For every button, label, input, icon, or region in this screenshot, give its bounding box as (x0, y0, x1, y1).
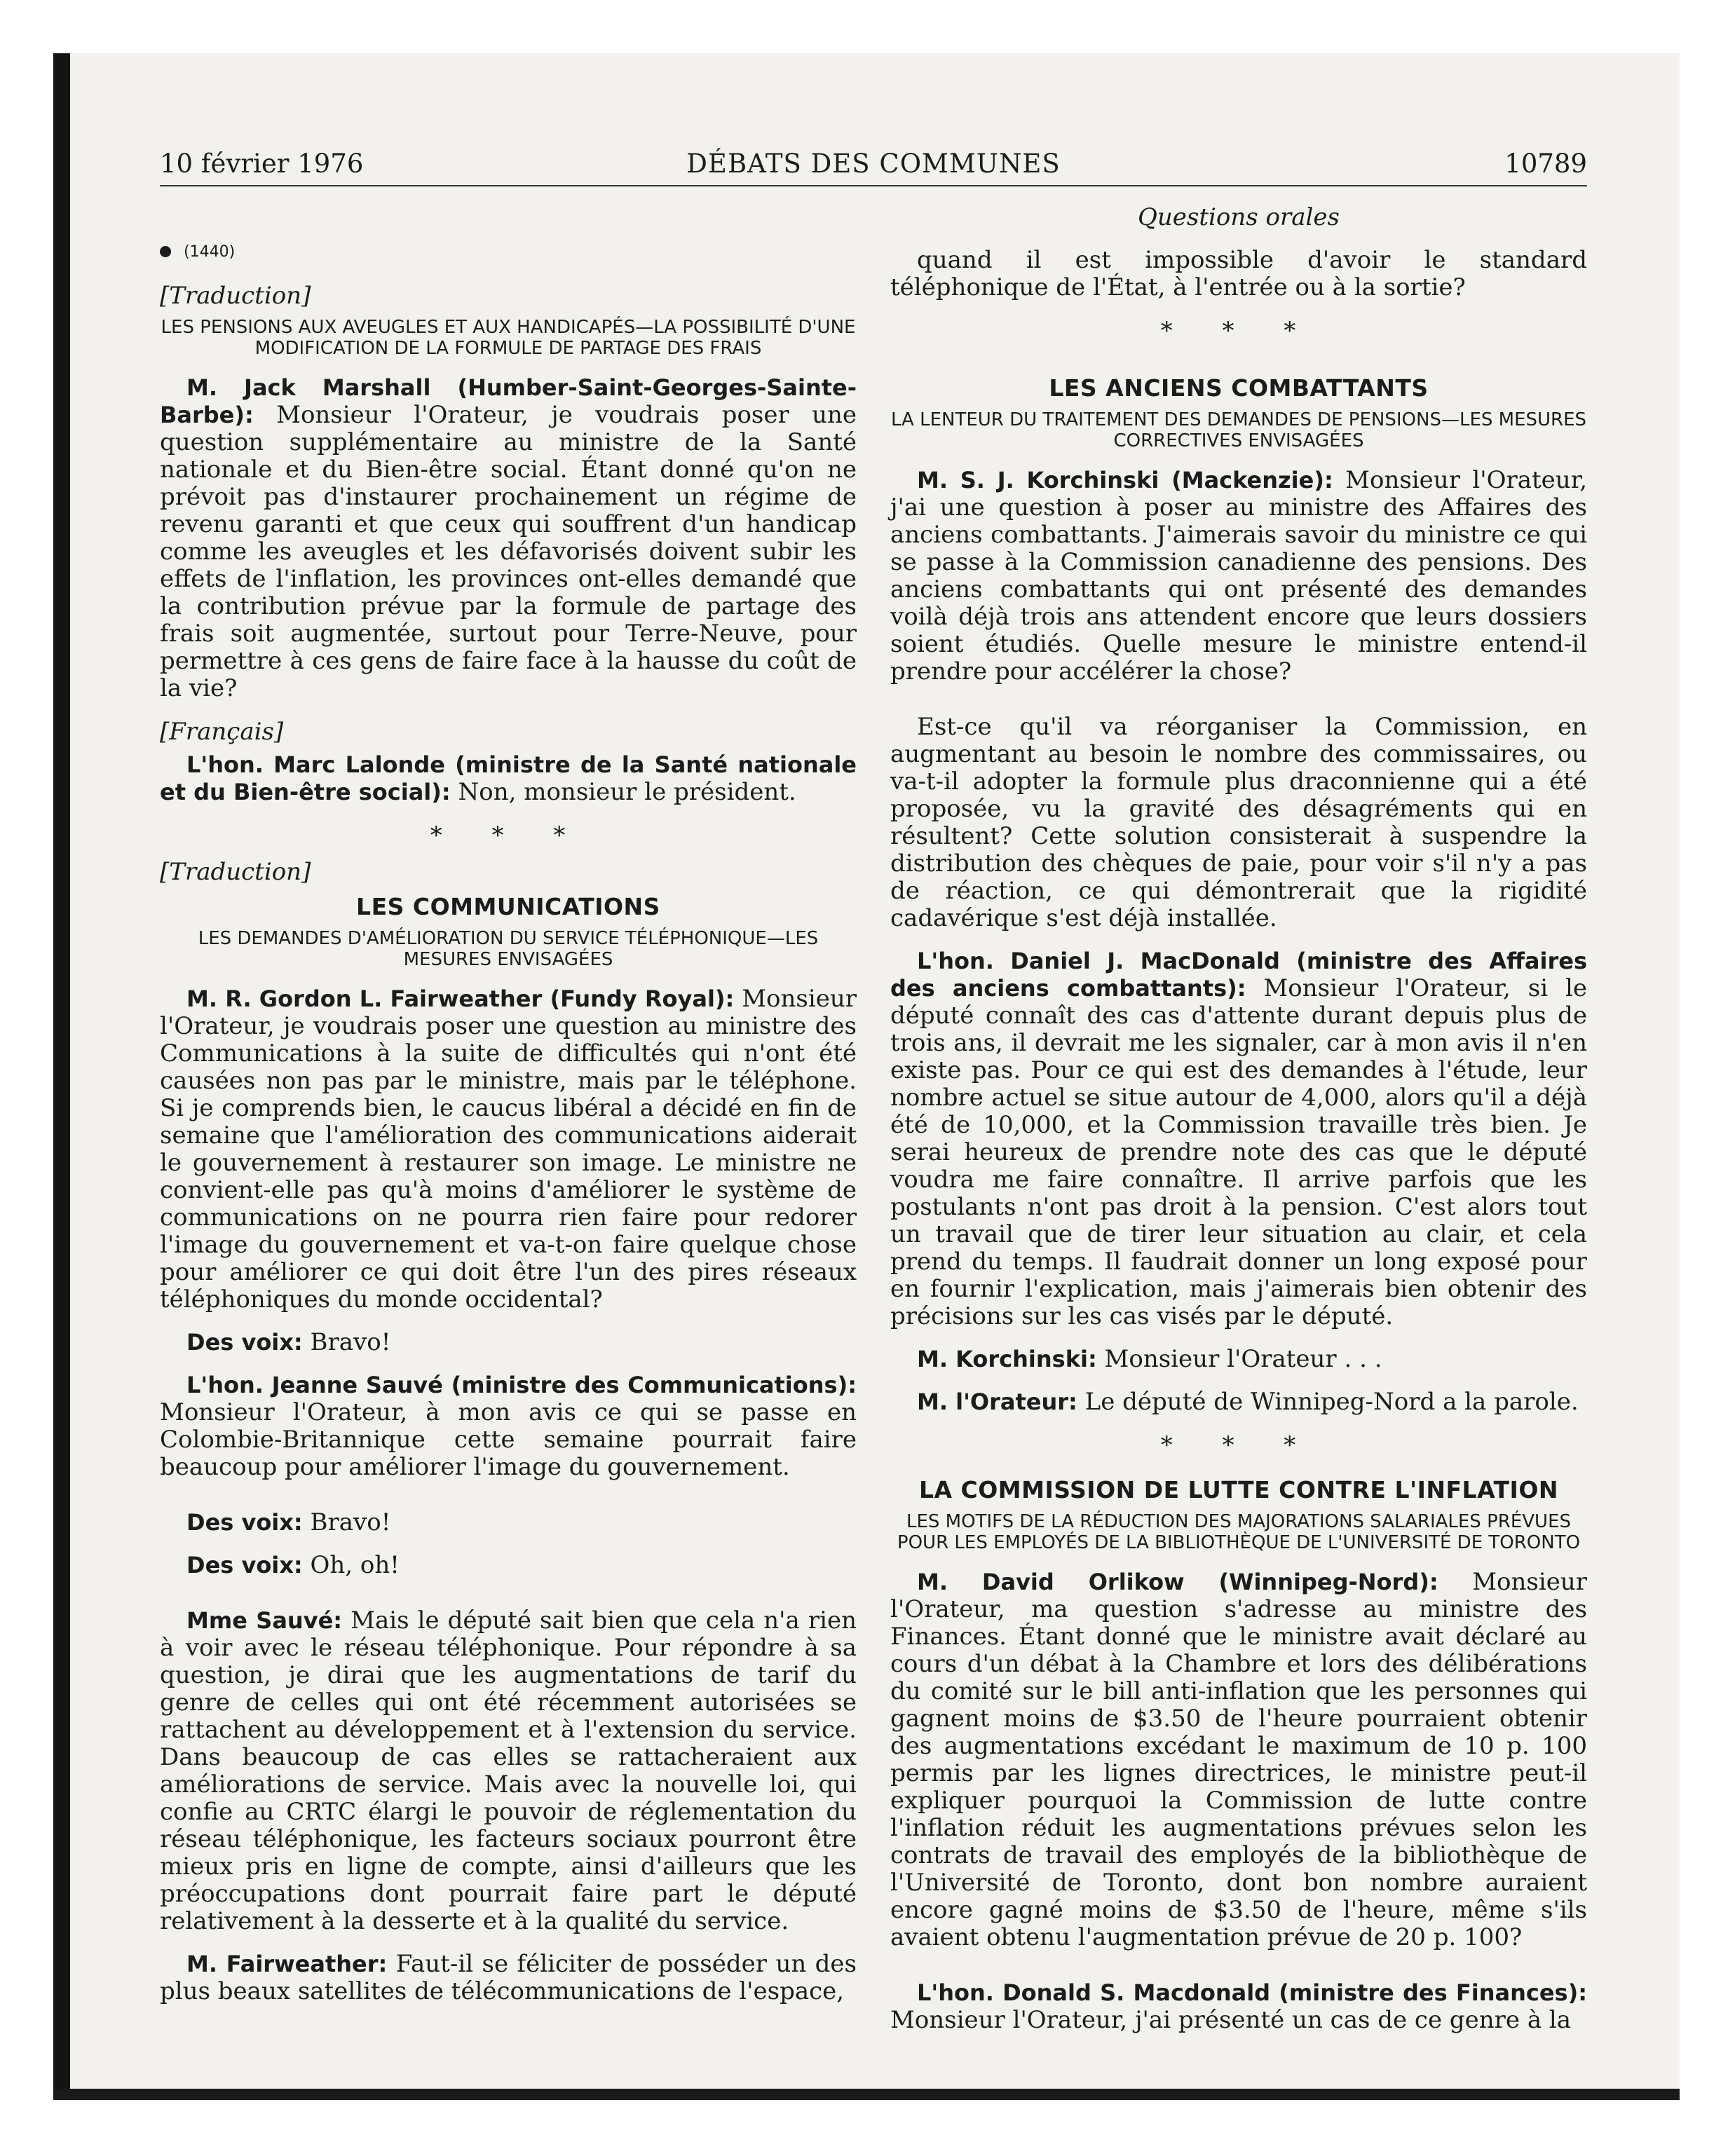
section-title: LES COMMUNICATIONS (356, 893, 660, 920)
speech-paragraph (890, 1979, 1587, 2034)
speech-text: Monsieur l'Orateur, ma question s'adresse au ministre des Finances. Étant donné que le ministre avait déclaré au cours d'un débat à la Chambre et lors des délibérations du comité sur le bill anti-inflation que les personnes qui gagnent moins de $3.50 de l'heure pourraient obtenir des augmentations excédant le maximum de 10 p. 100 permis par les lignes directrices, le ministre peut-il expliquer pourquoi la Commission de lutte contre l'inflation réduit les augmentations prévues selon les contrats de travail des employés de la bibliothèque de l'Université de Toronto, dont bon nombre auraient encore gagné moins de $3.50 de l'heure, même s'ils avaient obtenu l'augmentation prévue de 20 p. 100? (890, 1568, 1587, 1951)
speech-paragraph (890, 1346, 1587, 1373)
speech-text: Monsieur l'Orateur, à mon avis ce qui se passe en Colombie-Britannique cette semaine pourrait faire beaucoup pour améliorer l'image du gouvernement. (160, 1398, 857, 1481)
section-heading: LA LENTEUR DU TRAITEMENT DES DEMANDES DE PENSIONS—LES MESURES CORRECTIVES ENVISAGÉES (890, 409, 1587, 451)
speaker-name: M. Fairweather: (186, 1951, 388, 1977)
section-separator: * * * (1160, 317, 1317, 345)
speaker-name: Des voix: (186, 1329, 303, 1356)
speech-paragraph (890, 247, 1587, 301)
speaker-name: L'hon. Daniel J. MacDonald (ministre des Affaires des anciens combattants): (890, 948, 1587, 1002)
speech-paragraph (160, 1329, 857, 1356)
language-note: [Traduction] (160, 858, 311, 886)
header-title: DÉBATS DES COMMUNES (686, 149, 1061, 179)
speech-paragraph (890, 1569, 1587, 1951)
speaker-name: Des voix: (186, 1552, 303, 1578)
speech-text: Oh, oh! (302, 1551, 400, 1579)
speech-text: Bravo! (302, 1508, 391, 1536)
speaker-name: M. S. J. Korchinski (Mackenzie): (917, 467, 1333, 493)
speech-paragraph (890, 948, 1587, 1330)
speech-text: Le député de Winnipeg-Nord a la parole. (1077, 1388, 1579, 1416)
scan-border-bottom (53, 2089, 1680, 2100)
speech-text: Bravo! (302, 1328, 391, 1356)
section-separator: * * * (430, 821, 587, 850)
speech-text: Non, monsieur le président. (450, 778, 796, 806)
speech-text: quand il est impossible d'avoir le standard téléphonique de l'État, à l'entrée ou à la sortie? (890, 246, 1587, 301)
speech-paragraph (160, 985, 857, 1314)
speaker-name: M. Korchinski: (917, 1346, 1097, 1372)
speech-paragraph (890, 467, 1587, 685)
speech-text: Monsieur l'Orateur, je voudrais poser une question supplémentaire au ministre de la Santé nationale et du Bien-être social. Étant donné qu'on ne prévoit pas d'instaurer prochainement un régime de revenu garanti et que ceux qui souffrent d'un handicap comme les aveugles et les défavorisés doivent subir les effets de l'inflation, les provinces ont-elles demandé que la contribution prévue par la formule de partage des frais soit augmentée, surtout pour Terre-Neuve, pour permettre à ces gens de faire face à la hausse du coût de la vie? (160, 401, 857, 702)
speech-paragraph (160, 1552, 857, 1579)
speech-text: Est-ce qu'il va réorganiser la Commission, en augmentant au besoin le nombre des commissaires, ou va-t-il adopter la formule plus draconnienne qui a été proposée, vu la gravité des désagréments qui en résultent? Cette solution consisterait à suspendre la distribution des chèques de paie, pour voir s'il n'y a pas de réaction, ce qui démontrerait que la rigidité cadavérique s'est déjà installée. (890, 713, 1587, 932)
speech-paragraph (160, 751, 857, 806)
left-column (160, 203, 857, 2005)
speech-paragraph (890, 714, 1587, 932)
speech-text: Monsieur l'Orateur, je voudrais poser une question au ministre des Communications à la suite de difficultés qui n'ont été causées non pas par le ministre, mais par le téléphone. Si je comprends bien, le caucus libéral a décidé en fin de semaine que l'amélioration des communications aiderait le gouvernement à restaurer son image. Le ministre ne convient-elle pas qu'à moins d'améliorer le système de communications on ne pourra rien faire pour redorer l'image du gouvernement et va-t-on faire quelque chose pour améliorer ce qui doit être l'un des pires réseaux téléphoniques du monde occidental? (160, 985, 857, 1314)
section-separator: * * * (1160, 1431, 1317, 1459)
section-title: LES ANCIENS COMBATTANTS (1049, 374, 1429, 402)
speech-paragraph (160, 1509, 857, 1536)
speech-text: Monsieur l'Orateur, si le député connaît des cas d'attente durant depuis plus de trois ans, il devrait me les signaler, car à mon avis il n'en existe pas. Pour ce qui est des demandes à l'étude, leur nombre actuel se situe autour de 4,000, alors qu'il a déjà été de 10,000, et la Commission travaille très bien. Je serai heureux de prendre note des cas que le député voudra me faire connaître. Il arrive parfois que les postulants n'ont pas droit à la pension. C'est alors tout un travail que de tirer leur situation au clair, et cela prend du temps. Il faudrait donner un long exposé pour en fournir l'explication, mais j'aimerais bien obtenir des précisions sur les cas visés par le député. (890, 974, 1587, 1330)
page-subheader: Questions orales (1138, 203, 1340, 231)
section-heading: LES DEMANDES D'AMÉLIORATION DU SERVICE TÉLÉPHONIQUE—LES MESURES ENVISAGÉES (198, 928, 819, 970)
header-page-number: 10789 (1504, 149, 1587, 179)
speech-paragraph (160, 374, 857, 702)
time-marker-text: (1440) (184, 243, 236, 261)
speech-text: Monsieur l'Orateur . . . (1096, 1345, 1382, 1373)
speaker-name: Mme Sauvé: (186, 1607, 343, 1634)
speech-text: Faut-il se féliciter de posséder un des plus beaux satellites de télécommunications de l'espace, (160, 1950, 857, 2005)
speaker-name: M. R. Gordon L. Fairweather (Fundy Royal): (186, 985, 735, 1012)
speaker-name: Des voix: (186, 1509, 303, 1536)
speech-text: Monsieur l'Orateur, j'ai présenté un cas de ce genre à la (890, 2006, 1572, 2034)
speaker-name: M. l'Orateur: (917, 1389, 1077, 1415)
speech-paragraph (160, 1372, 857, 1481)
bullet-icon (160, 246, 171, 257)
header-date: 10 février 1976 (160, 149, 364, 179)
time-marker (160, 238, 857, 266)
scan-margin (0, 0, 53, 2156)
running-header (160, 149, 1587, 188)
speaker-name: M. David Orlikow (Winnipeg-Nord): (917, 1569, 1438, 1595)
scan-border-left (53, 53, 70, 2100)
right-column (890, 203, 1587, 2034)
section-heading: LES MOTIFS DE LA RÉDUCTION DES MAJORATIONS SALARIALES PRÉVUES POUR LES EMPLOYÉS DE LA BIBLIOTHÈQUE DE L'UNIVERSITÉ DE TORONTO (897, 1511, 1581, 1553)
section-title: LA COMMISSION DE LUTTE CONTRE L'INFLATION (918, 1476, 1559, 1503)
speech-text: Monsieur l'Orateur, j'ai une question à poser au ministre des Affaires des anciens combattants. J'aimerais savoir du ministre ce qui se passe à la Commission canadienne des pensions. Des anciens combattants qui ont présenté des demandes voilà déjà trois ans attendent encore que leurs dossiers soient étudiés. Quelle mesure le ministre entend-il prendre pour accélérer la chose? (890, 466, 1587, 685)
speech-text: Mais le député sait bien que cela n'a rien à voir avec le réseau téléphonique. Pour répondre à sa question, je dirai que les augmentations de tarif du genre de celles qui ont été récemment autorisées se rattachent au développement et à l'extension du service. Dans beaucoup de cas elles se rattacheraient aux améliorations de service. Mais avec la nouvelle loi, qui confie au CRTC élargi le pouvoir de réglementation du réseau téléphonique, les facteurs sociaux pourront être mieux pris en ligne de compte, ainsi d'ailleurs que les préoccupations dont pourrait faire part le député relativement à la desserte et à la qualité du service. (160, 1606, 857, 1935)
speaker-name: L'hon. Jeanne Sauvé (ministre des Communications): (186, 1372, 857, 1398)
language-note: [Français] (160, 718, 284, 746)
speaker-name: L'hon. Marc Lalonde (ministre de la Santé nationale et du Bien-être social): (160, 751, 857, 805)
speech-paragraph (160, 1951, 857, 2005)
language-note: [Traduction] (160, 282, 311, 310)
section-heading: LES PENSIONS AUX AVEUGLES ET AUX HANDICAPÉS—LA POSSIBILITÉ D'UNE MODIFICATION DE LA FORMULE DE PARTAGE DES FRAIS (161, 317, 856, 359)
speaker-name: L'hon. Donald S. Macdonald (ministre des Finances): (917, 1979, 1587, 2006)
header-rule (160, 185, 1587, 186)
speech-paragraph (160, 1607, 857, 1935)
speaker-name: M. Jack Marshall (Humber-Saint-Georges-Sainte-Barbe): (160, 374, 857, 428)
speech-paragraph (890, 1389, 1587, 1416)
